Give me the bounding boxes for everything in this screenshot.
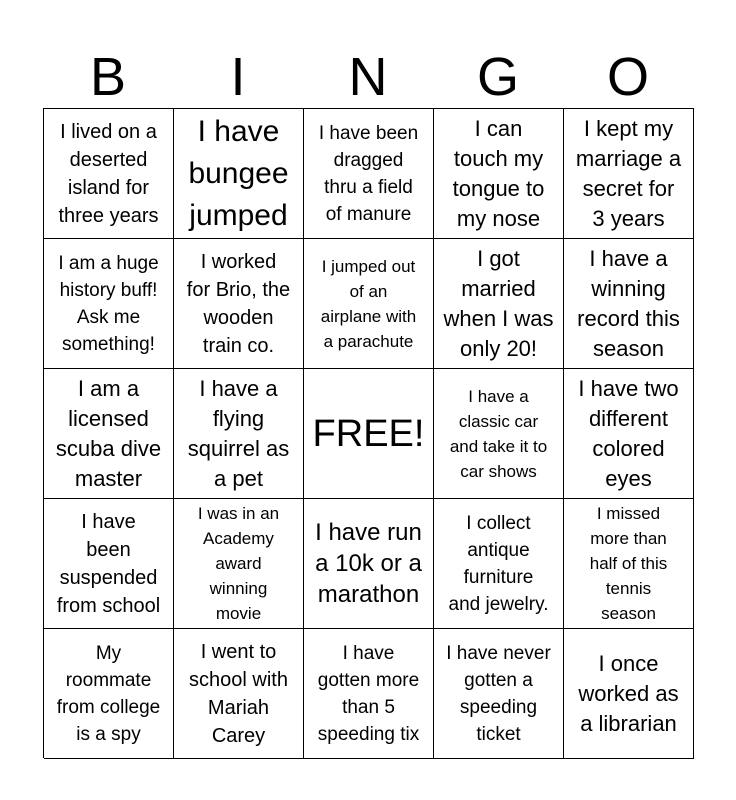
cell-text: I have been dragged thru a field of manure xyxy=(318,122,419,225)
cell-text: I can touch my tongue to my nose xyxy=(452,115,545,231)
bingo-cell[interactable] xyxy=(174,499,304,629)
cell-text: I am a licensed scuba dive master xyxy=(55,375,162,491)
bingo-cell[interactable] xyxy=(304,499,434,629)
bingo-cell[interactable] xyxy=(174,109,304,239)
bingo-board xyxy=(43,108,694,758)
cell-text: I have gotten more than 5 speeding tix xyxy=(317,642,420,745)
cell-text: My roommate from college is a spy xyxy=(56,642,161,745)
cell-text: I am a huge history buff! Ask me something! xyxy=(58,252,159,355)
bingo-cell[interactable] xyxy=(564,109,694,239)
bingo-cell[interactable] xyxy=(304,629,434,759)
cell-text: I have a winning record this season xyxy=(577,245,680,361)
bingo-cell[interactable] xyxy=(174,369,304,499)
cell-text: I have two different colored eyes xyxy=(578,375,679,491)
cell-text: I missed more than half of this tennis season xyxy=(589,504,668,623)
cell-text: I have run a 10k or a marathon xyxy=(315,519,422,608)
cell-text: I have a flying squirrel as a pet xyxy=(187,375,290,491)
bingo-cell[interactable] xyxy=(44,239,174,369)
cell-text: I jumped out of an airplane with a parachute xyxy=(320,256,417,351)
cell-text: I have bungee jumped xyxy=(188,114,289,232)
bingo-cell[interactable] xyxy=(564,239,694,369)
bingo-cell[interactable] xyxy=(174,239,304,369)
bingo-header xyxy=(43,40,693,108)
bingo-cell[interactable] xyxy=(564,629,694,759)
cell-text: I was in an Academy award winning movie xyxy=(197,504,280,623)
header-letter-g: G xyxy=(476,47,519,107)
bingo-cell[interactable] xyxy=(44,629,174,759)
bingo-cell[interactable] xyxy=(434,109,564,239)
cell-text: I collect antique furniture and jewelry. xyxy=(448,512,549,615)
cell-text: I have never gotten a speeding ticket xyxy=(446,642,551,745)
bingo-cell[interactable] xyxy=(564,499,694,629)
bingo-cell[interactable] xyxy=(304,109,434,239)
bingo-cell[interactable] xyxy=(564,369,694,499)
header-letter-b: B xyxy=(89,47,127,107)
bingo-cell[interactable] xyxy=(44,499,174,629)
cell-text: I worked for Brio, the wooden train co. xyxy=(186,250,291,357)
cell-text: I once worked as a librarian xyxy=(578,650,679,736)
bingo-cell[interactable] xyxy=(434,499,564,629)
bingo-cell[interactable] xyxy=(434,239,564,369)
bingo-cell[interactable] xyxy=(44,109,174,239)
cell-text: I have a classic car and take it to car shows xyxy=(449,386,548,481)
bingo-cell[interactable] xyxy=(434,629,564,759)
header-letter-i: I xyxy=(230,47,246,107)
header-letter-o: O xyxy=(606,47,649,107)
cell-text: I went to school with Mariah Carey xyxy=(189,640,288,747)
cell-text: I have been suspended from school xyxy=(56,510,161,617)
bingo-cell[interactable] xyxy=(304,239,434,369)
bingo-cell[interactable] xyxy=(174,629,304,759)
cell-text: I kept my marriage a secret for 3 years xyxy=(575,115,682,231)
cell-text: I got married when I was only 20! xyxy=(443,245,554,361)
cell-text: I lived on a deserted island for three years xyxy=(58,120,159,227)
free-space-text: FREE! xyxy=(312,412,425,455)
bingo-cell[interactable] xyxy=(434,369,564,499)
free-space-cell[interactable] xyxy=(304,369,434,499)
header-letter-n: N xyxy=(348,47,388,107)
bingo-cell[interactable] xyxy=(44,369,174,499)
